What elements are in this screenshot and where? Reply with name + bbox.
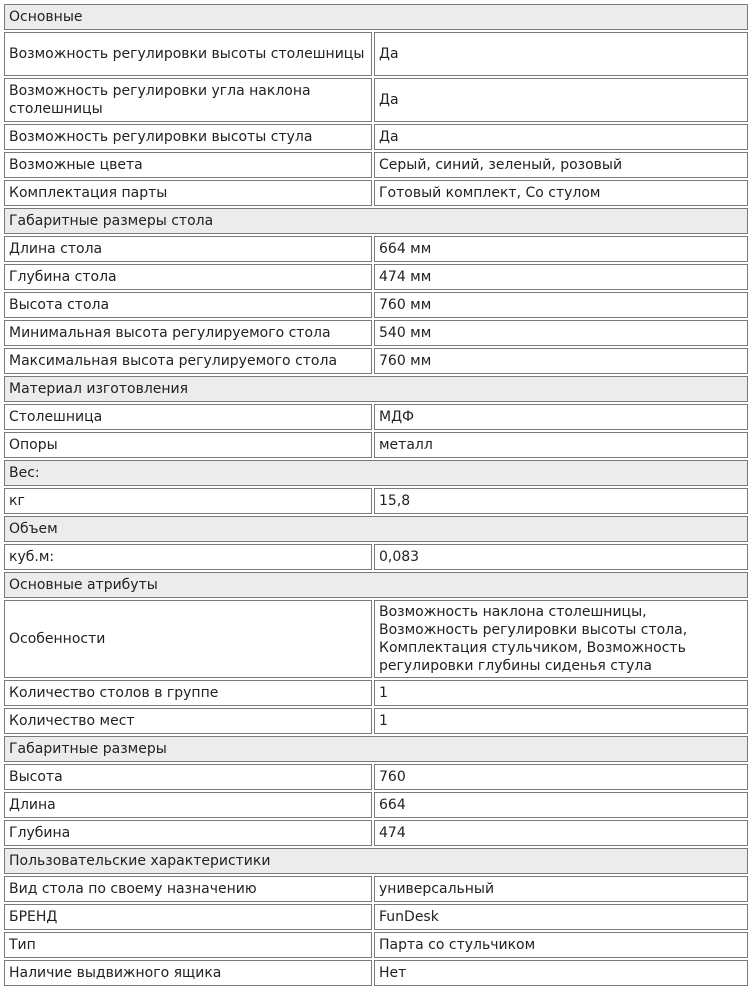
- row-value: 664: [374, 792, 748, 818]
- row-label: Длина стола: [4, 236, 372, 262]
- table-row: [4, 764, 748, 790]
- table-row: [4, 932, 748, 958]
- row-value: универсальный: [374, 876, 748, 902]
- row-label: Количество столов в группе: [4, 680, 372, 706]
- table-row: [4, 680, 748, 706]
- table-row: [4, 78, 748, 122]
- section-header-row: [4, 736, 748, 762]
- row-value: 1: [374, 680, 748, 706]
- row-label: БРЕНД: [4, 904, 372, 930]
- row-value: Готовый комплект, Со стулом: [374, 180, 748, 206]
- row-value: Возможность наклона столешницы, Возможность регулировки высоты стола, Комплектация стульчиком, Возможность регулировки глубины сиденья стула: [374, 600, 748, 678]
- section-title: Пользовательские характеристики: [4, 848, 748, 874]
- row-value: 664 мм: [374, 236, 748, 262]
- table-row: [4, 236, 748, 262]
- row-value: FunDesk: [374, 904, 748, 930]
- row-label: кг: [4, 488, 372, 514]
- table-row: [4, 792, 748, 818]
- row-label: Вид стола по своему назначению: [4, 876, 372, 902]
- section-title: Основные атрибуты: [4, 572, 748, 598]
- row-label: Максимальная высота регулируемого стола: [4, 348, 372, 374]
- table-row: [4, 544, 748, 570]
- table-row: [4, 152, 748, 178]
- row-label: Комплектация парты: [4, 180, 372, 206]
- table-row: [4, 32, 748, 76]
- section-title: Основные: [4, 4, 748, 30]
- row-label: Тип: [4, 932, 372, 958]
- row-value: Нет: [374, 960, 748, 986]
- row-value: металл: [374, 432, 748, 458]
- row-label: Столешница: [4, 404, 372, 430]
- table-row: [4, 404, 748, 430]
- section-title: Вес:: [4, 460, 748, 486]
- table-row: [4, 264, 748, 290]
- row-label: Количество мест: [4, 708, 372, 734]
- table-row: [4, 124, 748, 150]
- section-title: Габаритные размеры: [4, 736, 748, 762]
- table-row: [4, 960, 748, 986]
- row-value: 15,8: [374, 488, 748, 514]
- row-value: 760: [374, 764, 748, 790]
- row-value: 540 мм: [374, 320, 748, 346]
- row-value: 760 мм: [374, 348, 748, 374]
- row-value: Серый, синий, зеленый, розовый: [374, 152, 748, 178]
- row-value: 1: [374, 708, 748, 734]
- table-row: [4, 180, 748, 206]
- row-label: Минимальная высота регулируемого стола: [4, 320, 372, 346]
- row-label: Возможность регулировки высоты столешницы: [4, 32, 372, 76]
- table-row: [4, 488, 748, 514]
- table-row: [4, 600, 748, 678]
- row-value: Да: [374, 32, 748, 76]
- row-label: Опоры: [4, 432, 372, 458]
- section-header-row: [4, 460, 748, 486]
- row-value: 0,083: [374, 544, 748, 570]
- row-value: Да: [374, 124, 748, 150]
- table-row: [4, 292, 748, 318]
- row-value: МДФ: [374, 404, 748, 430]
- row-label: Глубина: [4, 820, 372, 846]
- table-row: [4, 820, 748, 846]
- row-value: 474 мм: [374, 264, 748, 290]
- table-row: [4, 320, 748, 346]
- section-header-row: [4, 376, 748, 402]
- table-row: [4, 348, 748, 374]
- table-row: [4, 708, 748, 734]
- row-label: Высота: [4, 764, 372, 790]
- table-row: [4, 904, 748, 930]
- row-value: Парта со стульчиком: [374, 932, 748, 958]
- row-label: Особенности: [4, 600, 372, 678]
- row-value: 474: [374, 820, 748, 846]
- row-label: Глубина стола: [4, 264, 372, 290]
- row-value: Да: [374, 78, 748, 122]
- row-label: Возможность регулировки угла наклона столешницы: [4, 78, 372, 122]
- row-label: Возможные цвета: [4, 152, 372, 178]
- row-label: Длина: [4, 792, 372, 818]
- row-label: куб.м:: [4, 544, 372, 570]
- section-header-row: [4, 208, 748, 234]
- section-header-row: [4, 4, 748, 30]
- section-header-row: [4, 572, 748, 598]
- specs-table: [2, 2, 750, 988]
- table-row: [4, 432, 748, 458]
- section-title: Габаритные размеры стола: [4, 208, 748, 234]
- table-row: [4, 876, 748, 902]
- section-header-row: [4, 848, 748, 874]
- row-label: Возможность регулировки высоты стула: [4, 124, 372, 150]
- section-title: Материал изготовления: [4, 376, 748, 402]
- row-label: Высота стола: [4, 292, 372, 318]
- section-title: Объем: [4, 516, 748, 542]
- row-value: 760 мм: [374, 292, 748, 318]
- row-label: Наличие выдвижного ящика: [4, 960, 372, 986]
- section-header-row: [4, 516, 748, 542]
